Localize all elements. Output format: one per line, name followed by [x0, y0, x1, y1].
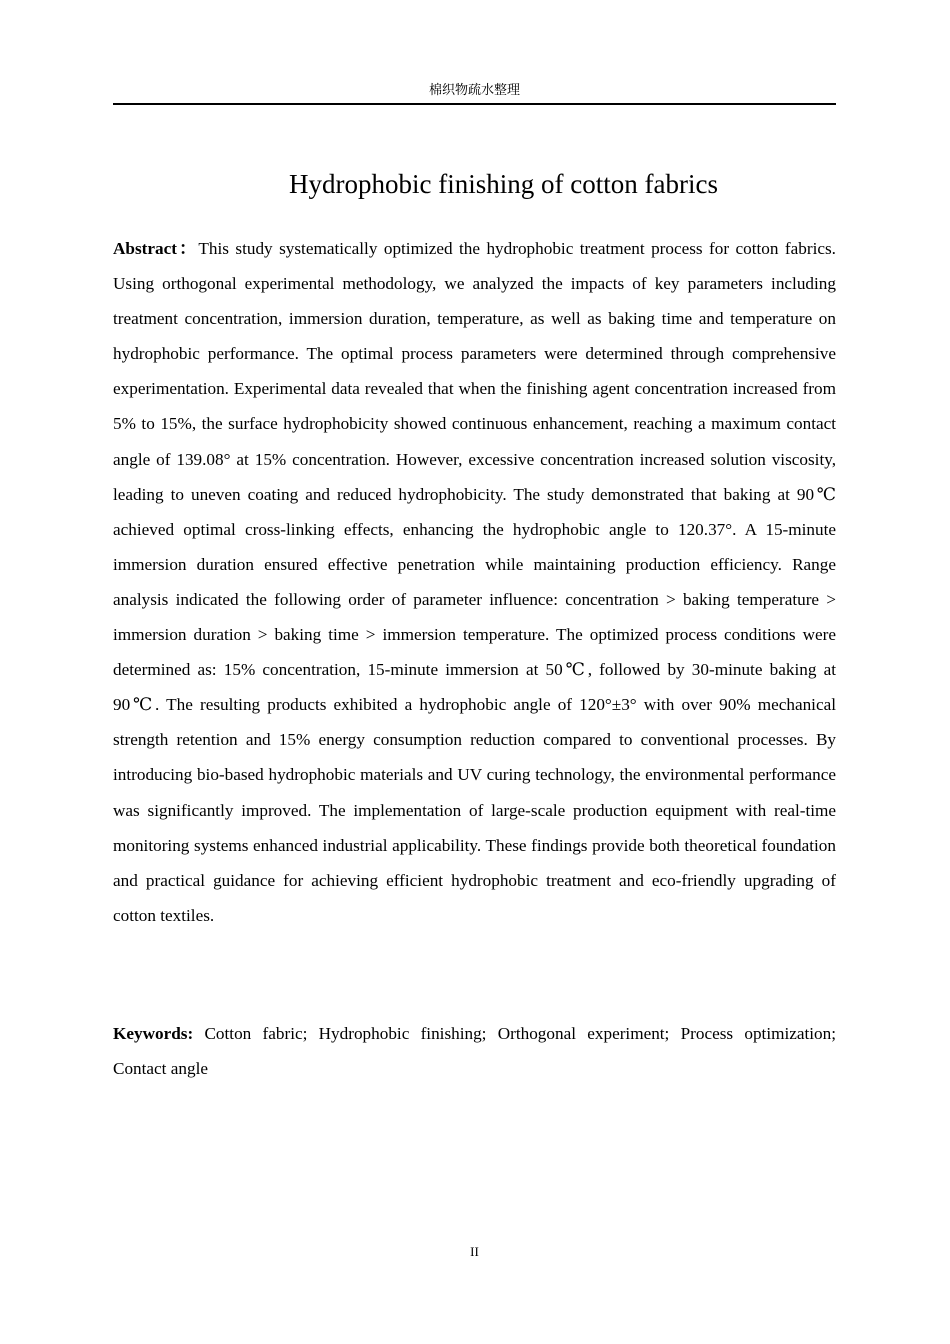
header-rule: [113, 103, 836, 105]
paper-title: Hydrophobic finishing of cotton fabrics: [289, 169, 718, 200]
running-header: 棉织物疏水整理: [428, 82, 520, 97]
keywords-text: Cotton fabric; Hydrophobic finishing; Orthogonal experiment; Process optimization; Contact angle: [113, 1024, 837, 1078]
keywords-label: Keywords:: [113, 1024, 194, 1043]
keywords-paragraph: [113, 1016, 836, 1086]
abstract-text: This study systematically optimized the hydrophobic treatment process for cotton fabrics. Using orthogonal experimental methodology, we analyzed the impacts of key parameters including treatment concentration, immersion duration, temperature, as well as baking time and temperature on hydrophobic performance. The optimal process parameters were determined through comprehensive experimentation. Experimental data revealed that when the finishing agent concentration increased from 5% to 15%, the surface hydrophobicity showed continuous enhancement, reaching a maximum contact angle of 139.08° at 15% concentration. However, excessive concentration increased solution viscosity, leading to uneven coating and reduced hydrophobicity. The study demonstrated that baking at 90℃ achieved optimal cross-linking effects, enhancing the hydrophobic angle to 120.37°. A 15-minute immersion duration ensured effective penetration while maintaining production efficiency. Range analysis indicated the following order of parameter influence: concentration > baking temperature > immersion duration > baking time > immersion temperature. The optimized process conditions were determined as: 15% concentration, 15-minute immersion at 50℃, followed by 30-minute baking at 90℃. The resulting products exhibited a hydrophobic angle of 120°±3° with over 90% mechanical strength retention and 15% energy consumption reduction compared to conventional processes. By introducing bio-based hydrophobic materials and UV curing technology, the environmental performance was significantly improved. The implementation of large-scale production equipment with real-time monitoring systems enhanced industrial applicability. These findings provide both theoretical foundation and practical guidance for achieving efficient hydrophobic treatment and eco-friendly upgrading of cotton textiles.: [113, 239, 836, 925]
abstract-label: Abstract：: [113, 239, 199, 258]
abstract-paragraph: [113, 231, 836, 933]
page-number: II: [470, 1244, 479, 1259]
